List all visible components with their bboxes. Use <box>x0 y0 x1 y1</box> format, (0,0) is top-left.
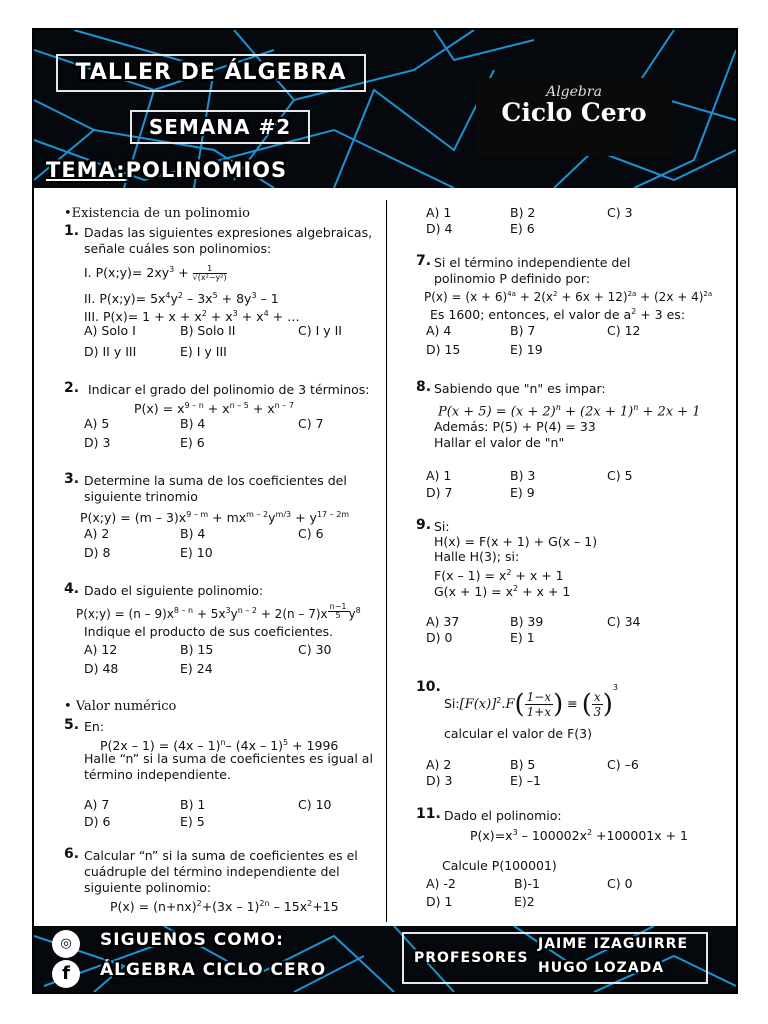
question-number: 6. <box>64 846 80 862</box>
column-divider <box>386 200 387 922</box>
question-number: 10. <box>416 679 441 695</box>
expression-ii: II. P(x;y)= $5x^4y^2 - 3x^5 + 8y^3 - 1$ <box>84 291 279 307</box>
option-c: C) 0 <box>607 876 633 891</box>
option-c: C) 30 <box>298 642 332 657</box>
topic-label: TEMA: <box>46 158 126 182</box>
option-d: D) 3 <box>84 435 111 450</box>
polynomial-expression: $P(x) = (n+nx)^2+(3x - 1)^{2n} - 15x^2+15$ <box>110 899 339 915</box>
option-e: E) 9 <box>510 485 535 500</box>
option-a: A) 4 <box>426 323 452 338</box>
option-d: D) 0 <box>426 630 453 645</box>
option-d: D) II y III <box>84 344 137 359</box>
section-heading-existence: •Existencia de un polinomio <box>64 206 250 221</box>
question-text: Hallar el valor de "n" <box>434 435 565 450</box>
option-e: E) 6 <box>510 221 535 236</box>
question-number: 1. <box>64 223 80 239</box>
option-d: D) 6 <box>84 814 111 829</box>
functional-equation: $Si:[F(x)]^2.F$( $\frac{1-x}{1+x}$ ) ≡ ( $\frac{x}{3}$ )$^3$ <box>444 683 618 720</box>
question-text: H(x) = F(x + 1) + G(x – 1) <box>434 534 598 549</box>
question-number: 3. <box>64 471 80 487</box>
teachers-box <box>402 932 708 984</box>
question-text: término independiente. <box>84 767 231 782</box>
question-number: 9. <box>416 517 432 533</box>
question-text: Halle “n” si la suma de coeficientes es igual al <box>84 751 373 766</box>
polynomial-expression: P(x;y) = $(m - 3)x^{9 - m} + mx^{m - 2}y^{m/3} + y^{17 - 2m}$ <box>80 510 350 526</box>
question-text: Es 1600; entonces, el valor de $a^2 + 3$ es: <box>430 307 686 323</box>
question-text: Dadas las siguientes expresiones algebraicas, <box>84 225 373 240</box>
facebook-page-name[interactable]: ÁLGEBRA CICLO CERO <box>100 960 327 980</box>
option-c: C) –6 <box>607 757 639 772</box>
question-text: Indique el producto de sus coeficientes. <box>84 624 334 639</box>
question-number: 2. <box>64 380 80 396</box>
option-c: C) 6 <box>298 526 324 541</box>
option-d: D) 48 <box>84 661 119 676</box>
polynomial-expression: $P(x)=x^3 - 100002x^2 +100001x + 1$ <box>470 828 688 844</box>
option-c: C) 12 <box>607 323 641 338</box>
follow-us-text: SIGUENOS COMO: <box>100 930 284 950</box>
question-text: polinomio P definido por: <box>434 271 591 286</box>
option-b: B) 1 <box>180 797 206 812</box>
polynomial-expression: $P(x) = (x + 6)^{4a} + 2(x^2 + 6x + 12)^{2a} + (2x + 4)^{2a}$ <box>424 290 713 304</box>
facebook-icon[interactable]: f <box>52 960 80 988</box>
question-text: Sabiendo que "n" es impar: <box>434 381 606 396</box>
option-c: C) 5 <box>607 468 633 483</box>
question-text: señale cuáles son polinomios: <box>84 241 272 256</box>
option-a: A) 2 <box>84 526 110 541</box>
option-c: C) 10 <box>298 797 332 812</box>
section-heading-numeric-value: • Valor numérico <box>64 699 177 714</box>
question-text: calcular el valor de F(3) <box>444 726 592 741</box>
logo-small-text: Algebra <box>546 84 602 100</box>
option-d: D) 4 <box>426 221 453 236</box>
workshop-title: TALLER DE ÁLGEBRA <box>56 54 366 92</box>
question-text: Determine la suma de los coeficientes del <box>84 473 347 488</box>
option-e: E)2 <box>514 894 535 909</box>
option-e: E) –1 <box>510 773 541 788</box>
option-a: A) 1 <box>426 468 452 483</box>
option-d: D) 7 <box>426 485 453 500</box>
option-b: B) 4 <box>180 416 206 431</box>
question-text: Si el término independiente del <box>434 255 631 270</box>
polynomial-expression: P(2x – 1) = (4x – 1)$^n$– (4x – 1)$^5$ + 1996 <box>100 738 339 754</box>
option-e: E) 19 <box>510 342 543 357</box>
section-title: Valor numérico <box>75 699 177 714</box>
question-number: 5. <box>64 717 80 733</box>
equation: $G(x + 1) = x^2 + x + 1$ <box>434 584 571 600</box>
option-b: B) 3 <box>510 468 536 483</box>
question-number: 4. <box>64 581 80 597</box>
header-banner <box>34 30 736 188</box>
option-d: D) 3 <box>426 773 453 788</box>
option-a: A) 37 <box>426 614 460 629</box>
topic-heading <box>46 158 287 182</box>
week-title: SEMANA #2 <box>130 110 310 144</box>
formula: $P(x + 5) = (x + 2)^n + (2x + 1)^n + 2x + 1$ <box>438 403 701 420</box>
option-c: C) I y II <box>298 323 342 338</box>
question-text: Calcular “n” si la suma de coeficientes es el <box>84 848 358 863</box>
teacher-name: JAIME IZAGUIRRE <box>538 936 689 952</box>
teacher-name: HUGO LOZADA <box>538 960 665 976</box>
section-title: Existencia de un polinomio <box>71 206 250 221</box>
option-e: E) 1 <box>510 630 535 645</box>
question-number: 11. <box>416 806 441 822</box>
equation: $F(x - 1) = x^2 + x + 1$ <box>434 568 564 584</box>
teachers-label: PROFESORES <box>414 950 529 966</box>
option-a: A) Solo I <box>84 323 136 338</box>
topic-value: POLINOMIOS <box>125 158 288 182</box>
option-a: A) -2 <box>426 876 456 891</box>
instagram-icon[interactable]: ◎ <box>52 930 80 958</box>
logo-big-text: Ciclo Cero <box>501 98 647 127</box>
question-text: Calcule P(100001) <box>442 858 557 873</box>
question-text: Indicar el grado del polinomio de 3 términos: <box>88 382 370 397</box>
option-b: B) Solo II <box>180 323 236 338</box>
question-number: 7. <box>416 253 432 269</box>
option-b: B) 4 <box>180 526 206 541</box>
question-text: Dado el siguiente polinomio: <box>84 583 264 598</box>
question-text: En: <box>84 719 105 734</box>
polynomial-expression: P(x;y) = $(n - 9)x^{8 - n} + 5x^3y^{n - 2} + 2(n - 7)x$ $\frac{n-1}{5}$ $y^8$ <box>76 602 361 621</box>
option-c: C) 34 <box>607 614 641 629</box>
question-text: Si: <box>434 519 450 534</box>
option-d: D) 15 <box>426 342 461 357</box>
option-e: E) 6 <box>180 435 205 450</box>
option-a: A) 5 <box>84 416 110 431</box>
option-a: A) 12 <box>84 642 118 657</box>
question-text: cuádruple del término independiente del <box>84 864 340 879</box>
option-d: D) 1 <box>426 894 453 909</box>
option-e: E) 24 <box>180 661 213 676</box>
option-b: B) 5 <box>510 757 536 772</box>
option-b: B) 15 <box>180 642 214 657</box>
polynomial-expression: $P(x) = x^{9 - n} + x^{n - 5} + x^{n - 7}$ <box>134 401 294 417</box>
question-text: Además: P(5) + P(4) = 33 <box>434 419 596 434</box>
question-text: siguiente trinomio <box>84 489 198 504</box>
option-b: B) 2 <box>510 205 536 220</box>
worksheet-page <box>32 28 738 994</box>
question-number: 8. <box>416 379 432 395</box>
option-a: A) 7 <box>84 797 110 812</box>
option-c: C) 3 <box>607 205 633 220</box>
question-text: Dado el polinomio: <box>444 808 562 823</box>
question-text: Halle H(3); si: <box>434 549 520 564</box>
option-d: D) 8 <box>84 545 111 560</box>
option-b: B) 39 <box>510 614 544 629</box>
option-b: B)-1 <box>514 876 540 891</box>
option-e: E) 10 <box>180 545 213 560</box>
option-c: C) 7 <box>298 416 324 431</box>
option-a: A) 2 <box>426 757 452 772</box>
option-b: B) 7 <box>510 323 536 338</box>
option-e: E) I y III <box>180 344 227 359</box>
expression-i: I. P(x;y)= $2xy^3$ + $\frac{1}{\text{√(x²−y²)}}$ <box>84 264 227 283</box>
option-e: E) 5 <box>180 814 205 829</box>
expression-iii: III. $P(x)= 1 + x + x^2 + x^3 + x^4$ + … <box>84 309 300 325</box>
option-a: A) 1 <box>426 205 452 220</box>
footer-banner <box>34 926 736 992</box>
question-text: siguiente polinomio: <box>84 880 212 895</box>
ciclo-cero-logo <box>476 78 672 156</box>
